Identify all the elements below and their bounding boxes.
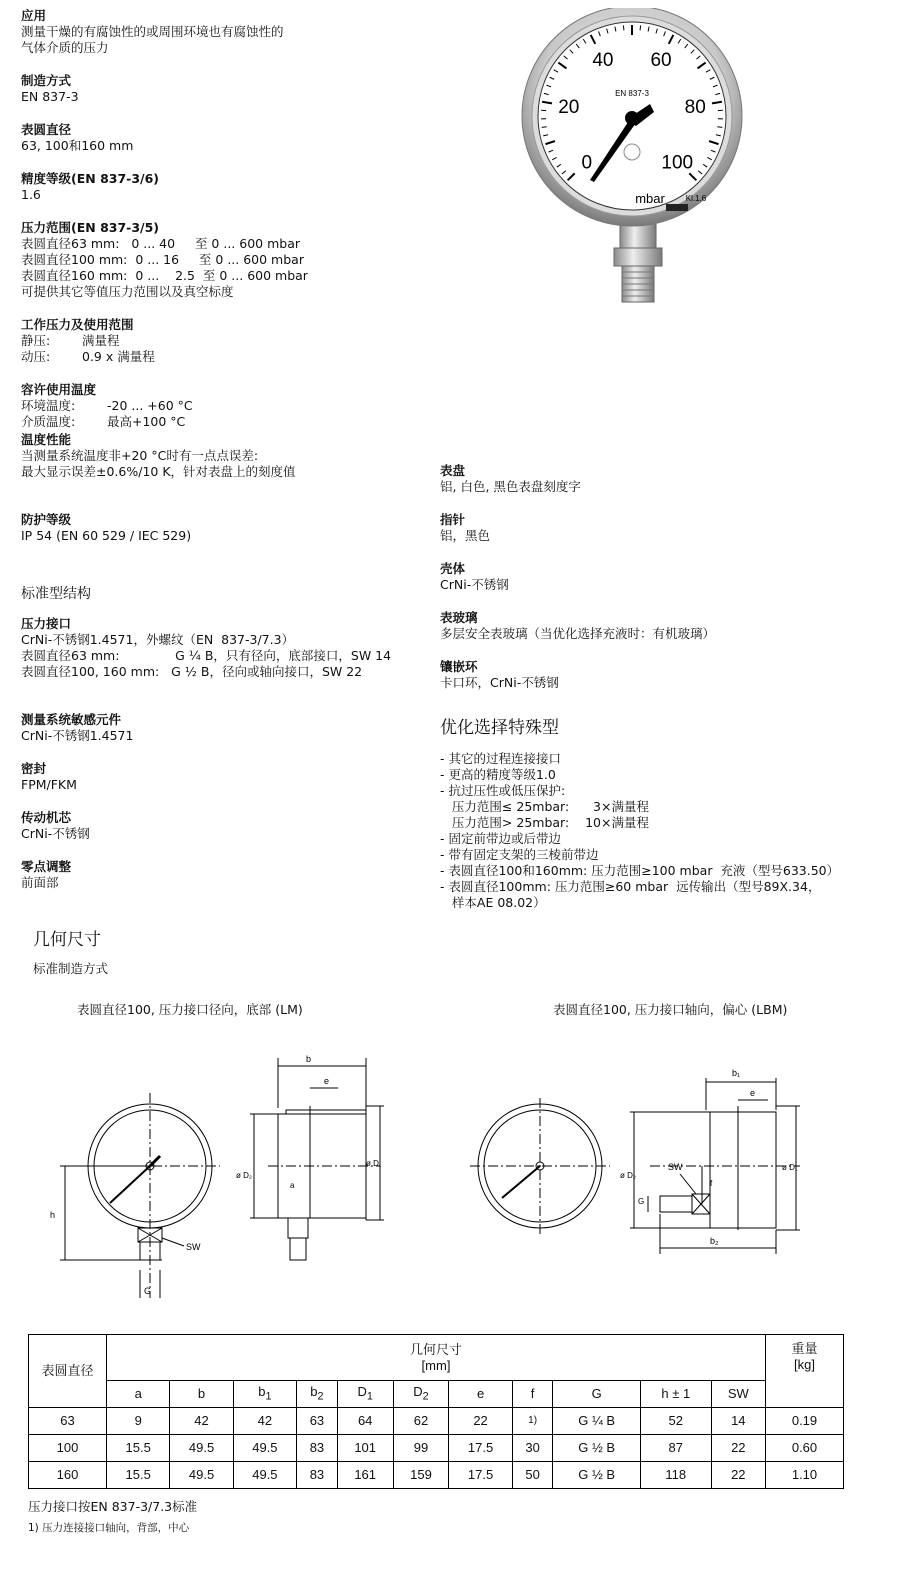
table-cell: G ½ B xyxy=(553,1435,641,1462)
table-cell: 0.60 xyxy=(766,1435,844,1462)
footnote-1: 1) 压力连接接口轴向，背部，中心 xyxy=(28,1522,190,1534)
spec-line: 1.6 xyxy=(21,187,41,202)
gauge-scale-label: 100 xyxy=(661,152,694,174)
spec-line: 介质温度: 最高+100 °C xyxy=(21,414,186,429)
material-section xyxy=(440,659,880,691)
table-cell: 100 xyxy=(29,1435,107,1462)
spec-line: 可提供其它等值压力范围以及真空标度 xyxy=(21,284,234,299)
options-title: 优化选择特殊型 xyxy=(440,718,559,738)
table-cell: 49.5 xyxy=(233,1462,296,1489)
option-item: - 表圆直径100mm: 压力范围≥60 mbar 远传输出（型号89X.34， xyxy=(440,879,821,894)
drawing-right-caption: 表圆直径100, 压力接口轴向，偏心 (LBM) xyxy=(553,1002,788,1017)
option-item: 样本AE 08.02） xyxy=(440,895,546,910)
dim-b-label: b xyxy=(306,1054,312,1064)
option-item: - 抗过压性或低压保护: xyxy=(440,783,566,798)
left-specs xyxy=(21,8,441,561)
drawing-lbm xyxy=(470,1058,810,1268)
table-cell: 42 xyxy=(170,1408,233,1435)
spec-heading: 容许使用温度 xyxy=(21,382,97,397)
table-weight-header: 重量 [kg] xyxy=(766,1335,844,1408)
table-cell: 101 xyxy=(337,1435,393,1462)
gauge-scale-label: 0 xyxy=(581,152,593,174)
table-cell: 63 xyxy=(29,1408,107,1435)
material-heading: 镶嵌环 xyxy=(440,659,478,674)
spec-line: 当测量系统温度非+20 °C时有一点点误差: xyxy=(21,448,259,463)
spec-line: 动压: 0.9 x 满量程 xyxy=(21,349,155,364)
material-heading: 表玻璃 xyxy=(440,610,478,625)
table-cell: 22 xyxy=(711,1435,765,1462)
table-row xyxy=(29,1462,844,1489)
dim-e-label: e xyxy=(324,1076,330,1086)
spec-section xyxy=(21,317,441,365)
table-cell: 1.10 xyxy=(766,1462,844,1489)
dim-d2b-label: ø D₂ xyxy=(620,1171,636,1180)
material-line: 铝，黑色 xyxy=(440,528,491,543)
material-section xyxy=(440,512,880,544)
table-cell: 64 xyxy=(337,1408,393,1435)
gauge-scale-label: 60 xyxy=(650,49,672,71)
spec-heading: 精度等级(EN 837-3/6) xyxy=(21,171,160,186)
spec-line: 气体介质的压力 xyxy=(21,40,109,55)
table-cell: 15.5 xyxy=(107,1435,170,1462)
spec-line: EN 837-3 xyxy=(21,89,79,104)
table-col-header: e xyxy=(449,1381,512,1408)
table-row xyxy=(29,1408,844,1435)
construction-line: FPM/FKM xyxy=(21,777,77,792)
construction-section xyxy=(21,810,451,842)
gauge-tick xyxy=(717,127,722,128)
thread-icon xyxy=(622,266,654,302)
spec-section xyxy=(21,382,441,430)
construction-line: 前面部 xyxy=(21,875,59,890)
dim-d1b-label: ø D₁ xyxy=(782,1163,798,1172)
spec-heading: 应用 xyxy=(21,8,47,23)
spec-section xyxy=(21,73,441,105)
dim-d2-label: ø D₂ xyxy=(236,1171,252,1180)
table-cell: 159 xyxy=(393,1462,449,1489)
dim-f-label: f xyxy=(710,1179,713,1188)
dim-b1-label: b₁ xyxy=(732,1068,741,1078)
spec-section xyxy=(21,512,441,544)
table-cell: 42 xyxy=(233,1408,296,1435)
table-cell: 17.5 xyxy=(449,1462,512,1489)
table-col-header: G xyxy=(553,1381,641,1408)
construction-line: CrNi-不锈钢 xyxy=(21,826,90,841)
option-item: - 固定前带边或后带边 xyxy=(440,831,561,846)
dim-d1-label: ø D₁ xyxy=(366,1159,382,1168)
material-line: 多层安全表玻璃（当优化选择充液时：有机玻璃） xyxy=(440,626,716,641)
footnote-main: 压力接口按EN 837-3/7.3标准 xyxy=(28,1499,198,1514)
construction-heading: 零点调整 xyxy=(21,859,72,874)
table-cell: 17.5 xyxy=(449,1435,512,1462)
table-col-header: a xyxy=(107,1381,170,1408)
gauge-photo xyxy=(520,8,750,308)
table-cell: 87 xyxy=(640,1435,711,1462)
dimensions-title: 几何尺寸 xyxy=(33,930,101,950)
table-cell: 49.5 xyxy=(233,1435,296,1462)
construction-heading: 密封 xyxy=(21,761,47,776)
table-cell: 49.5 xyxy=(170,1462,233,1489)
table-cell: 22 xyxy=(711,1462,765,1489)
gauge-tick xyxy=(542,127,547,128)
table-cell: 52 xyxy=(640,1408,711,1435)
option-item: - 更高的精度等级1.0 xyxy=(440,767,556,782)
table-col-header: $b_1$ xyxy=(233,1381,296,1408)
construction-section xyxy=(21,616,451,680)
drawing-left-caption: 表圆直径100, 压力接口径向，底部 (LM) xyxy=(77,1002,303,1017)
option-item: 压力范围> 25mbar: 10×满量程 xyxy=(440,815,649,830)
table-cell: 9 xyxy=(107,1408,170,1435)
spec-line: 63, 100和160 mm xyxy=(21,138,134,153)
gauge-scale-label: 20 xyxy=(558,96,580,118)
dimensions-subtitle: 标准制造方式 xyxy=(33,961,109,976)
table-cell: 99 xyxy=(393,1435,449,1462)
table-col-header: h ± 1 xyxy=(640,1381,711,1408)
option-item: - 表圆直径100和160mm: 压力范围≥100 mbar 充液（型号633.50） xyxy=(440,863,840,878)
table-col-header: $b_2$ xyxy=(297,1381,338,1408)
spec-section xyxy=(21,122,441,154)
gauge-scale-label: 80 xyxy=(684,96,706,118)
material-heading: 表盘 xyxy=(440,463,466,478)
dim-h-label: h xyxy=(50,1210,56,1220)
table-cell: 1) xyxy=(512,1408,553,1435)
table-cell: 30 xyxy=(512,1435,553,1462)
table-cell: 50 xyxy=(512,1462,553,1489)
table-col-header: SW xyxy=(711,1381,765,1408)
construction-section xyxy=(21,761,451,793)
spec-line: IP 54 (EN 60 529 / IEC 529) xyxy=(21,528,192,543)
construction-line: CrNi-不锈钢1.4571，外螺纹（EN 837-3/7.3） xyxy=(21,632,295,647)
std-construction-title: 标准型结构 xyxy=(21,586,91,602)
spec-section xyxy=(21,8,441,56)
gauge-unit: mbar xyxy=(635,191,665,206)
construction-line: 表圆直径63 mm: G ¼ B，只有径向，底部接口，SW 14 xyxy=(21,648,392,663)
dim-g2-label: G xyxy=(638,1197,645,1206)
table-cell: 62 xyxy=(393,1408,449,1435)
spec-line: 最大显示误差±0.6%/10 K，针对表盘上的刻度值 xyxy=(21,464,296,479)
table-cell: 63 xyxy=(297,1408,338,1435)
construction-line: 表圆直径100, 160 mm: G ½ B，径向或轴向接口，SW 22 xyxy=(21,664,363,679)
material-section xyxy=(440,463,880,495)
spec-heading: 表圆直径 xyxy=(21,122,72,137)
dimensions-table xyxy=(28,1334,844,1489)
table-cell: 83 xyxy=(297,1435,338,1462)
table-cell: 14 xyxy=(711,1408,765,1435)
construction-line: CrNi-不锈钢1.4571 xyxy=(21,728,134,743)
option-item: 压力范围≤ 25mbar: 3×满量程 xyxy=(440,799,649,814)
table-cell: 22 xyxy=(449,1408,512,1435)
gauge-model-text: EN 837-3 xyxy=(615,89,649,98)
dim-sw2-label: SW xyxy=(668,1162,683,1172)
construction-section xyxy=(21,712,451,744)
dim-g-label: G xyxy=(144,1286,152,1296)
table-cell: 15.5 xyxy=(107,1462,170,1489)
gauge-class: Kl.1.6 xyxy=(685,194,707,203)
option-item: - 其它的过程连接接口 xyxy=(440,751,561,766)
dim-e2-label: e xyxy=(750,1088,756,1098)
table-cell: 49.5 xyxy=(170,1435,233,1462)
left-construction xyxy=(21,616,451,908)
material-line: 卡口环，CrNi-不锈钢 xyxy=(440,675,559,690)
table-cell: 118 xyxy=(640,1462,711,1489)
table-cell: G ½ B xyxy=(553,1462,641,1489)
spec-line: 表圆直径63 mm: 0 ... 40 至 0 ... 600 mbar xyxy=(21,236,300,251)
table-cell: 83 xyxy=(297,1462,338,1489)
spec-heading: 防护等级 xyxy=(21,512,72,527)
table-col-header: b xyxy=(170,1381,233,1408)
spec-line: 静压: 满量程 xyxy=(21,333,120,348)
table-cell: G ¼ B xyxy=(553,1408,641,1435)
construction-heading: 压力接口 xyxy=(21,616,72,631)
dim-b2-label: b₂ xyxy=(710,1236,719,1246)
spec-section xyxy=(21,432,441,480)
spec-heading: 工作压力及使用范围 xyxy=(21,317,134,332)
spec-heading: 制造方式 xyxy=(21,73,72,88)
material-line: 铝, 白色, 黑色表盘刻度字 xyxy=(440,479,581,494)
table-cell: 160 xyxy=(29,1462,107,1489)
option-item: - 带有固定支架的三棱前带边 xyxy=(440,847,599,862)
table-cell: 0.19 xyxy=(766,1408,844,1435)
material-section xyxy=(440,561,880,593)
table-row xyxy=(29,1435,844,1462)
spec-section xyxy=(21,171,441,203)
material-heading: 壳体 xyxy=(440,561,466,576)
right-construction xyxy=(440,463,880,708)
gauge-scale-label: 40 xyxy=(592,49,614,71)
spec-heading: 压力范围(EN 837-3/5) xyxy=(21,220,160,235)
material-line: CrNi-不锈钢 xyxy=(440,577,509,592)
spec-line: 表圆直径100 mm: 0 ... 16 至 0 ... 600 mbar xyxy=(21,252,304,267)
construction-heading: 传动机芯 xyxy=(21,810,72,825)
spec-line: 测量干燥的有腐蚀性的或周围环境也有腐蚀性的 xyxy=(21,24,284,39)
table-first-col-header: 表圆直径 xyxy=(29,1335,107,1408)
dim-sw-label: SW xyxy=(186,1242,201,1252)
material-heading: 指针 xyxy=(440,512,466,527)
spec-heading: 温度性能 xyxy=(21,432,72,447)
table-cell: 161 xyxy=(337,1462,393,1489)
table-col-header: f xyxy=(512,1381,553,1408)
material-section xyxy=(440,610,880,642)
table-group-header: 几何尺寸 [mm] xyxy=(107,1335,766,1381)
dim-a-label: a xyxy=(290,1181,295,1190)
spec-line: 表圆直径160 mm: 0 ... 2.5 至 0 ... 600 mbar xyxy=(21,268,308,283)
options-list xyxy=(440,751,880,911)
construction-heading: 测量系统敏感元件 xyxy=(21,712,122,727)
spec-line: 环境温度: -20 ... +60 °C xyxy=(21,398,193,413)
spec-section xyxy=(21,220,441,300)
table-col-header: $D_1$ xyxy=(337,1381,393,1408)
table-col-header: $D_2$ xyxy=(393,1381,449,1408)
construction-section xyxy=(21,859,451,891)
drawing-lm xyxy=(40,1048,390,1300)
